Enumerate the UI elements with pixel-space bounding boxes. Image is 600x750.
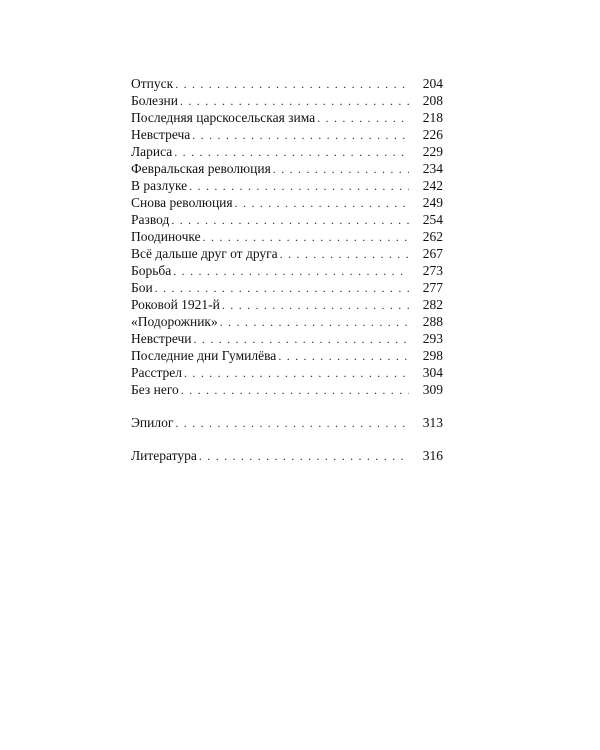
toc-epilogue-group [131,414,443,431]
toc-entry-page: 234 [422,161,443,176]
leader-dots [278,348,409,365]
leader-dots [222,297,409,314]
toc-entry-title: Последние дни Гумилёва [131,348,277,363]
toc-entry-page: 316 [422,448,443,463]
leader-dots [181,382,409,399]
toc-entry-title: Развод [131,212,170,227]
leader-dots [174,144,409,161]
toc-entry-title: Невстречи [131,331,192,346]
toc-entry-page: 249 [422,195,443,210]
toc-entry[interactable] [131,296,443,313]
toc-entry-title: Роковой 1921-й [131,297,220,312]
toc-entry[interactable] [131,245,443,262]
toc-entry-title: Всё дальше друг от друга [131,246,278,261]
toc-entry-title: Болезни [131,93,178,108]
toc-entry-page: 254 [422,212,443,227]
toc-entry-page: 282 [422,297,443,312]
leader-dots [173,263,409,280]
toc-entry-page: 226 [422,127,443,142]
toc-entry-title: В разлуке [131,178,188,193]
toc-entry-page: 309 [422,382,443,397]
toc-entry[interactable] [131,177,443,194]
toc-entry-title: Последняя царскосельская зима [131,110,316,125]
toc-entry-page: 273 [422,263,443,278]
toc-entry-page: 298 [422,348,443,363]
leader-dots [203,229,409,246]
toc-entry-title: Февральская революция [131,161,271,176]
toc-entry[interactable] [131,262,443,279]
leader-dots [235,195,409,212]
toc-entry-page: 242 [422,178,443,193]
toc-entry-page: 267 [422,246,443,261]
toc-literature-group [131,447,443,464]
leader-dots [280,246,409,263]
toc-entry-title: Без него [131,382,179,397]
leader-dots [273,161,409,178]
toc-entry-title: Лариса [131,144,173,159]
toc-entry[interactable] [131,228,443,245]
toc-entry-page: 262 [422,229,443,244]
leader-dots [220,314,409,331]
toc-entry-literature[interactable] [131,447,443,464]
leader-dots [194,331,409,348]
toc-entry-page: 277 [422,280,443,295]
leader-dots [192,127,409,144]
toc-entry[interactable] [131,381,443,398]
leader-dots [199,448,409,465]
toc-entry[interactable] [131,92,443,109]
toc-entry-title: Борьба [131,263,172,278]
toc-entry-title: Эпилог [131,415,174,430]
toc-entry-page: 313 [422,415,443,430]
toc-entry-title: Литература [131,448,197,463]
toc-entry-page: 204 [422,76,443,91]
leader-dots [171,212,409,229]
toc-entry[interactable] [131,347,443,364]
toc-entry[interactable] [131,211,443,228]
toc-entry-title: «Подорожник» [131,314,218,329]
toc-entry-title: Бои [131,280,153,295]
toc-entry[interactable] [131,313,443,330]
toc-entry[interactable] [131,143,443,160]
toc-entry[interactable] [131,109,443,126]
leader-dots [189,178,409,195]
leader-dots [175,76,409,93]
toc-entry[interactable] [131,279,443,296]
toc-entry[interactable] [131,75,443,92]
toc-entry-title: Поодиночке [131,229,201,244]
toc-entry-page: 288 [422,314,443,329]
leader-dots [155,280,409,297]
toc-entry[interactable] [131,160,443,177]
leader-dots [180,93,409,110]
toc-entry-page: 293 [422,331,443,346]
toc-entry-title: Невстреча [131,127,191,142]
toc-chapters [131,75,443,398]
toc-entry[interactable] [131,126,443,143]
toc-entry-page: 208 [422,93,443,108]
toc-entry-page: 229 [422,144,443,159]
leader-dots [317,110,409,127]
toc-entry-page: 218 [422,110,443,125]
toc-entry[interactable] [131,364,443,381]
toc-entry-epilogue[interactable] [131,414,443,431]
toc-entry[interactable] [131,194,443,211]
leader-dots [184,365,409,382]
toc-entry-page: 304 [422,365,443,380]
toc-entry[interactable] [131,330,443,347]
toc-entry-title: Снова революция [131,195,233,210]
toc-entry-title: Отпуск [131,76,174,91]
leader-dots [175,415,409,432]
toc-entry-title: Расстрел [131,365,183,380]
table-of-contents [131,75,443,464]
